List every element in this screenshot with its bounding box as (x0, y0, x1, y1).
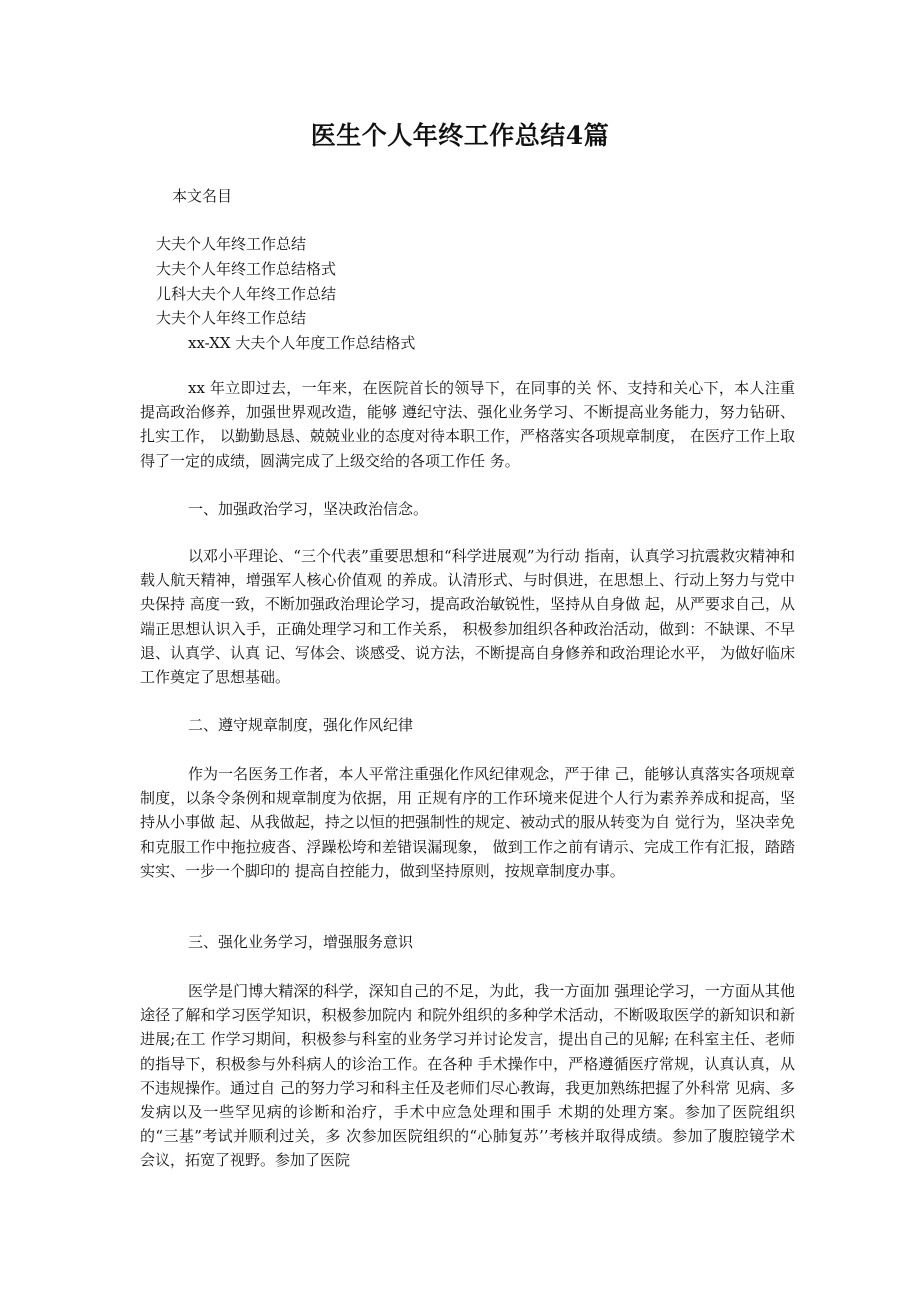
toc-item[interactable]: 大夫个人年终工作总结 (156, 235, 307, 253)
toc-item[interactable]: 大夫个人年终工作总结格式 (156, 259, 337, 278)
section-paragraph-1: 以邓小平理论、“三个代表”重要思想和“科学进展观”为行动 指南，认真学习抗震救灾精神和载人航天精神，增强军人核心价值观 的养成。认清形式、与时俱进，在思想上、行动上努力与党中央保持 高度一致，不断加强政治理论学习，提高政治敏锐性，坚持从自身做 起，从严要求自己，从端正思想认识入手，正确处理学习和工作关系， 积极参加组织各种政治活动，做到：不缺课、不早退、认真学、认真 记、写体会、谈感受、说方法，不断提高自身修养和政治理论水平， 为做好临床工作奠定了思想基础。 (140, 547, 795, 687)
toc-item[interactable]: 儿科大夫个人年终工作总结 (156, 284, 337, 303)
intro-paragraph: xx 年立即过去，一年来，在医院首长的领导下，在同事的关 怀、支持和关心下，本人注重提高政治修养，加强世界观改造，能够 遵纪守法、强化业务学习、不断提高业务能力，努力钻研、扎实工作， 以勤勤恳恳、兢兢业业的态度对待本职工作，严格落实各项规章制度， 在医疗工作上取得了一定的成绩，圆满完成了上级交给的各项工作任 务。 (140, 379, 795, 470)
toc-item[interactable]: 大夫个人年终工作总结 (156, 309, 307, 328)
section-paragraph-2: 作为一名医务工作者，本人平常注重强化作风纪律观念，严于律 己，能够认真落实各项规章制度，以条令条例和规章制度为依据，用 正规有序的工作环境来促进个人行为素养养成和捉高，坚持从小事做 起、从我做起，持之以恒的把强制性的规定、被动式的服从转变为自 觉行为，坚决幸免和克服工作中拖拉疲沓、浮躁松垮和差错误漏现象， 做到工作之前有请示、完成工作有汇报，踏踏实实、一步一个脚印的 提高自控能力，做到坚持原则，按规章制度办事。 (140, 765, 795, 880)
section-paragraph-3: 医学是门博大精深的科学，深知自己的不足，为此，我一方面加 强理论学习，一方面从其他途径了解和学习医学知识，积极参加院内 和院外组织的多种学术活动，不断吸取医学的新知识和新进展;在工 作学习期间，积极参与科室的业务学习并讨论发言，提出自己的见解; 在科室主任、老师的指导下，积极参与外科病人的诊治工作。在各种 手术操作中，严格遵循医疗常规，认真认真，从不违规操作。通过自 己的努力学习和科主任及老师们尽心教诲，我更加熟练把握了外科常 见病、多发病以及一些罕见病的诊断和治疗，手术中应急处理和围手 术期的处理方案。参加了医院组织的“三基”考试并顺利过关，多 次参加医院组织的“心肺复苏’’考核并取得成绩。参加了腹腔镜学术 会议，拓宽了视野。参加了医院 (140, 982, 795, 1170)
table-of-contents (156, 232, 796, 356)
section-heading-2: 二、遵守规章制度，强化作风纪律 (188, 716, 414, 734)
section-heading-3: 三、强化业务学习，增强服务意识 (188, 933, 414, 951)
toc-heading: 本文名目 (172, 187, 233, 205)
section-heading-1: 一、加强政治学习，坚决政治信念。 (188, 500, 429, 518)
toc-item[interactable]: xx-XX 大夫个人年度工作总结格式 (188, 334, 416, 353)
document-title: 医生个人年终工作总结4篇 (310, 121, 610, 150)
